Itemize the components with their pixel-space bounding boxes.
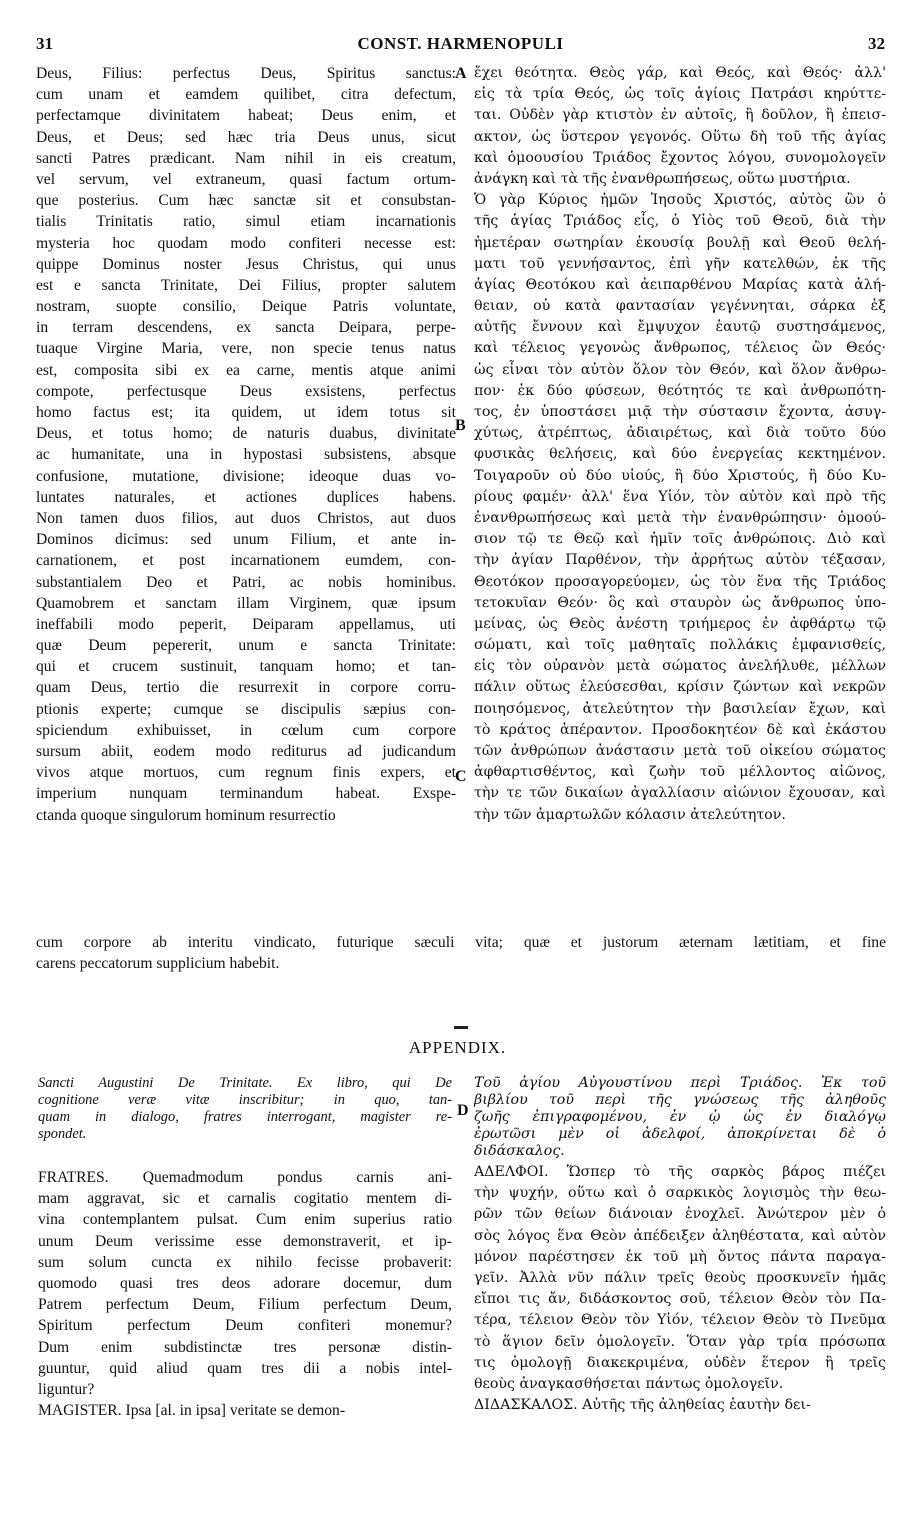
text-line: perfectamque divinitatem habeat; Deus enim, et <box>36 107 456 125</box>
text-line: ΔΙΔΑΣΚΑΛΟΣ. Αὐτῆς τῆς ἀληθείας ἑαυτὴν δει- <box>474 1397 811 1414</box>
text-line: τος, ἐν ὑποστάσει μιᾷ τὴν σύστασιν ἔχοντα, ἀσυγ- <box>474 404 886 420</box>
text-line: ἐνανθρωπήσεως καὶ μετὰ τὴν ἐνανθρώπησιν· ὁμοού- <box>474 509 886 526</box>
text-line: Τοιγαροῦν οὐ δύο υἱούς, ἢ δύο Χριστούς, ἢ δύο Κυ- <box>474 467 886 484</box>
greek-column-upper <box>474 63 886 826</box>
page-header <box>36 34 885 64</box>
text-line: spondet. <box>38 1126 87 1142</box>
text-line: γεῖν. Ἀλλὰ νῦν πάλιν τρεῖς θεοὺς προσκυνεῖν ἡμᾶς <box>474 1269 886 1286</box>
text-line: τις ὁμολογῇ διακεκριμένα, οὐδὲν ἕτερον ἢ τρεῖς <box>474 1354 886 1371</box>
margin-marker-b: B <box>455 417 466 434</box>
text-line: ἁγίας Θεοτόκου καὶ ἀειπαρθένου Μαρίας κατὰ ἀλή- <box>474 276 886 293</box>
text-line: Non tamen duos filios, aut duos Christos, aut duos <box>36 509 456 527</box>
text-line: ἀνάγκη καὶ τὰ τῆς ἐνανθρωπήσεως, οὕτω μυστήρια. <box>474 170 851 187</box>
text-line: καὶ τέλειος γεγονὼς ἄνθρωπος, τέλειος ὢν Θεός· <box>474 340 886 357</box>
text-line: Quamobrem et sanctam illam Virginem, quæ ipsum <box>36 594 456 612</box>
text-line: σώματι, καὶ τοῖς μαθηταῖς πολλάκις ἐμφανισθείς, <box>474 637 886 654</box>
text-line: ctanda quoque singulorum hominum resurrectio <box>36 806 336 824</box>
text-line: θεοὺς ἀναγκασθήσεται πάντως ὁμολογεῖν. <box>474 1375 784 1392</box>
page-number-right: 32 <box>868 34 885 53</box>
text-line: ὡς εἶναι τὸν αὐτὸν ὅλον τὸν Θεόν, καὶ ὅλον ἄνθρω- <box>474 361 886 378</box>
text-line: θειαν, οὐ κατὰ φαντασίαν γεγέννηται, σάρκα ἐξ <box>474 298 886 315</box>
text-line: luntates naturales, et actiones duplices habens. <box>36 488 456 506</box>
text-line: unum Deum verissime esse demonstraverit, et ip- <box>38 1232 452 1250</box>
text-line: ἀφθαρτισθέντος, καὶ ζωὴν τοῦ μέλλοντος αἰῶνος, <box>474 764 886 781</box>
text-line: Τοῦ ἁγίου Αὐγουστίνου περὶ Τριάδος. Ἐκ τοῦ <box>474 1075 886 1091</box>
text-line: πον· ἐκ δύο φύσεων, θεότητός τε καὶ ἀνθρωπότη- <box>474 382 886 399</box>
latin-body-lower <box>38 1167 452 1421</box>
text-line: tuaque Virgine Maria, vere, non specie tenus natus <box>36 340 456 358</box>
text-line: substantialem Deo et Patri, ac nobis hominibus. <box>36 573 456 591</box>
text-line: εἰς τὰ τρία Θεός, ὡς τοῖς ἁγίοις Πατράσι κηρύττε- <box>474 86 886 103</box>
text-line: quæ Deum pepererit, unum e sancta Trinitate: <box>36 637 456 655</box>
text-line: ptionis experte; cumque se discipulis sæpius con- <box>36 700 456 718</box>
text-line: confusione, mutatione, divisione; ideoque duas vo- <box>36 467 456 485</box>
text-line: ται. Οὐδὲν γὰρ κτιστὸν ἐν αὐτοῖς, ἢ δοῦλον, ἢ ἐπεισ- <box>474 107 886 124</box>
text-line: Deus, et totus homo; de naturis duabus, divinitate <box>36 425 456 443</box>
text-line: carens peccatorum supplicium habebit. <box>36 955 280 973</box>
text-line: ac humanitate, una in hypostasi subsistens, absque <box>36 446 456 464</box>
text-line: πάλιν οὕτως ἐλεύσεσθαι, κρίσιν ζώντων καὶ νεκρῶν <box>474 679 886 696</box>
text-line: ποιησόμενος, ἀτελεύτητον τὴν βασιλείαν ἔχων, καὶ <box>474 700 886 717</box>
text-line: Dominos dicimus: sed unum Filium, et ante in- <box>36 531 456 549</box>
text-line: τῶν ἀνθρώπων ἀνάστασιν μετὰ τοῦ οἰκείου σώματος <box>474 743 886 759</box>
text-line: σὸς λόγος ἕνα Θεὸν ἀπέδειξεν ἀληθέστατα, καὶ αὐτὸν <box>474 1227 886 1244</box>
text-line: μόνον παρέστησεν ἐκ τοῦ μὴ ὄντος πάντα παραγα- <box>474 1248 886 1265</box>
text-line: compote, perfectusque Deus exsistens, perfectus <box>36 382 456 400</box>
text-line: imperium nunquam terminandum habeat. Exspe- <box>36 785 456 803</box>
text-line: ρίους φαμέν· ἀλλ' ἕνα Υἱόν, τὸν αὐτὸν καὶ πρὸ τῆς <box>474 488 886 505</box>
text-line: tialis Trinitatis ratio, simul etiam incarnationis <box>36 213 456 231</box>
text-line: καὶ ὁμοουσίου Τριάδος ἔχοντος λόγου, συνομολογεῖν <box>474 149 886 166</box>
text-line: quam Deus, tertio die resurrexit in corpore corru- <box>36 679 456 697</box>
text-line: cognitione veræ vitæ inscribitur; in quo, tan- <box>38 1092 452 1108</box>
text-line: mam aggravat, sic et carnalis cogitatio mentem di- <box>38 1190 452 1208</box>
text-line: sursum abiit, eodem modo rediturus ad judicandum <box>36 743 456 760</box>
text-line: τὸ κράτος ἀπέραντον. Προσδοκητέον δὲ καὶ ἑκάστου <box>474 721 886 738</box>
text-line: que posterius. Cum hæc sanctæ sit et consubstan- <box>36 192 456 210</box>
text-line: εἴποι τις ἄν, διδάσκοντος σοῦ, τέλειον Θεὸν τὸν Πα- <box>474 1291 886 1308</box>
text-line: τὴν ψυχήν, οὕτω καὶ ὁ σαρκικὸς λογισμὸς τὴν θεω- <box>474 1185 886 1202</box>
latin-column-upper <box>36 63 456 826</box>
text-line: quam in dialogo, fratres interrogant, magister re- <box>38 1109 452 1125</box>
text-line: τέρα, τέλειον Θεὸν τὸν Υἱόν, τέλειον Θεὸν τὸ Πνεῦμα <box>474 1312 886 1329</box>
text-line: ματι τοῦ γεννήσαντος, ἐπὶ γῆν κατελθών, ἐκ τῆς <box>474 255 886 272</box>
text-line: cum unam et eamdem quilibet, citra defectum, <box>36 86 456 104</box>
latin-full-width-text <box>36 932 886 974</box>
running-title: CONST. HARMENOPULI <box>357 34 564 53</box>
text-line: αὐτῆς ἔννουν καὶ ἔμψυχον ἑαυτῷ συστησάμενος, <box>474 319 886 336</box>
greek-column-lower <box>474 1075 886 1416</box>
margin-marker-d: D <box>457 1102 469 1119</box>
text-line: Ὁ γὰρ Κύριος ἡμῶν Ἰησοῦς Χριστός, αὐτὸς ὢν ὁ <box>474 192 886 209</box>
text-line: τῆς ἁγίας Τριάδος εἷς, ὁ Υἱὸς τοῦ Θεοῦ, διὰ τὴν <box>474 213 886 230</box>
text-line: Θεοτόκον προσαγορεύομεν, ὡς τὸν ἕνα τῆς Τριάδος <box>474 573 886 590</box>
text-line: φυσικὰς θελήσεις, καὶ δύο ἐνεργείας κεκτημένον. <box>474 446 886 463</box>
text-line: sum solum cuncta ex nihilo fecisse probaverit: <box>38 1253 452 1271</box>
greek-body-lower <box>474 1162 886 1416</box>
text-line: Patrem perfectum Deum, Filium perfectum Deum, <box>38 1296 452 1314</box>
text-line: quomodo quasi tres deos adorare docemur, dum <box>38 1274 452 1292</box>
text-line: ΑΔΕΛΦΟΙ. Ὥσπερ τὸ τῆς σαρκὸς βάρος πιέζει <box>474 1164 886 1180</box>
text-line: carnationem, et post incarnationem eumdem, con- <box>36 552 456 570</box>
text-line: homo factus est; ita quidem, ut idem totus sit <box>36 404 456 421</box>
text-line: ἡμετέραν σωτηρίαν ἑκουσίᾳ βουλῇ καὶ Θεοῦ θελή- <box>474 234 886 251</box>
text-line: MAGISTER. Ipsa [al. in ipsa] veritate se demon- <box>38 1402 346 1420</box>
text-line: τὴν ἁγίαν Παρθένον, τὴν ἀρρήτως αὐτὸν τέξασαν, <box>474 552 886 569</box>
text-line: Sancti Augustini De Trinitate. Ex libro, qui De <box>38 1075 452 1091</box>
text-line: ζωῆς ἐπιγραφομένου, ἐν ᾧ ὡς ἐν διαλόγῳ <box>474 1109 886 1125</box>
text-line: Spiritum perfectum Deum confiteri monemur? <box>38 1317 452 1335</box>
text-line: μείνας, ὡς Θεὸς ἀνέστη τριήμερος ἐν ἀφθάρτῳ τῷ <box>474 615 886 632</box>
text-line: spiciendum exhibuisset, in cœlum cum corpore <box>36 721 456 739</box>
text-line: ἐρωτῶσι μὲν οἱ ἀδελφοί, ἀποκρίνεται δὲ ὁ <box>474 1126 886 1142</box>
text-line: Deus, Filius: perfectus Deus, Spiritus sanctus: <box>36 65 456 82</box>
latin-intro <box>38 1075 452 1143</box>
text-line: qui et crucem sustinuit, tanquam homo; et tan- <box>36 658 456 676</box>
text-line: guuntur, quid aliud quam tres dii a nobis intel- <box>38 1359 452 1377</box>
greek-intro <box>474 1075 886 1160</box>
text-line: ineffabili modo peperit, Deiparam appellamus, uti <box>36 615 456 633</box>
section-separator <box>454 1026 468 1029</box>
text-line: FRATRES. Quemadmodum pondus carnis ani- <box>38 1169 452 1186</box>
text-line: εἰς τὸν οὐρανὸν μετὰ σώματος ἀνελήλυθε, μέλλων <box>474 658 886 675</box>
text-line: cum corpore ab interitu vindicato, futurique sæculi vita; quæ et justorum æternam lætitiam, et fine <box>36 934 886 951</box>
text-line: Deus, et Deus; sed hæc tria Deus unus, sicut <box>36 128 456 146</box>
text-line: ακτον, ὡς ὕστερον γεγονός. Οὕτω δὴ τοῦ τῆς ἁγίας <box>474 128 886 145</box>
text-line: mysteria hoc quodam modo confiteri necesse est: <box>36 234 456 252</box>
text-line: est e sancta Trinitate, Dei Filius, propter salutem <box>36 276 456 294</box>
text-line: vivos atque mortuos, cum regnum finis expers, et <box>36 764 456 782</box>
text-line: ρῶν τῶν θείων διάνοιαν ἐνοχλεῖ. Ἀνώτερον μὲν ὁ <box>474 1206 886 1223</box>
text-line: τὴν τῶν ἁμαρτωλῶν κόλασιν ἀτελεύτητον. <box>474 806 786 823</box>
text-line: in terram descendens, ex sancta Deipara, perpe- <box>36 319 456 337</box>
text-line: sancti Patres prædicant. Nam nihil in eis creatum, <box>36 149 456 167</box>
text-line: σιον τῷ τε Θεῷ καὶ ἡμῖν τοῖς ἀνθρώποις. Διὸ καὶ <box>474 531 886 548</box>
text-line: Dum enim subdistinctæ tres personæ distin- <box>38 1338 452 1356</box>
appendix-title: APPENDIX. <box>408 1038 507 1057</box>
page-number-left: 31 <box>36 34 53 53</box>
text-line: τὴν τε τῶν δικαίων ἀγαλλίασιν αἰώνιον ἔχουσαν, καὶ <box>474 785 886 802</box>
text-line: διδάσκαλος. <box>474 1143 565 1159</box>
text-line: τὸ ἅγιον δεῖν ὁμολογεῖν. Ὅταν γὰρ τρία πρόσωπα <box>474 1333 886 1350</box>
text-line: ἔχει θεότητα. Θεὸς γάρ, καὶ Θεός, καὶ Θεός· ἀλλ' <box>474 65 886 81</box>
text-line: vina contemplantem pulsat. Cum enim superius ratio <box>38 1211 452 1229</box>
text-line: vel servum, vel extraneum, quasi factum ortum- <box>36 170 456 188</box>
text-line: χύτως, ἀτρέπτως, ἀδιαιρέτως, καὶ διὰ τοῦτο δύο <box>474 425 886 442</box>
margin-marker-c: C <box>455 768 467 785</box>
latin-column-lower <box>38 1075 452 1421</box>
text-line: nostram, suopte consilio, Deique Patris voluntate, <box>36 298 456 316</box>
text-line: quippe Dominus noster Jesus Christus, qui unus <box>36 255 456 273</box>
text-line: βιβλίου τοῦ περὶ τῆς γνώσεως τῆς ἀληθοῦς <box>474 1092 886 1108</box>
text-line: τετοκυῖαν Θεόν· ὃς καὶ σταυρὸν ὡς ἄνθρωπος ὑπο- <box>474 594 886 611</box>
margin-marker-a: A <box>455 65 467 82</box>
text-line: liguntur? <box>38 1380 95 1398</box>
text-line: est, composita sibi ex ea carne, mentis atque animi <box>36 361 456 379</box>
